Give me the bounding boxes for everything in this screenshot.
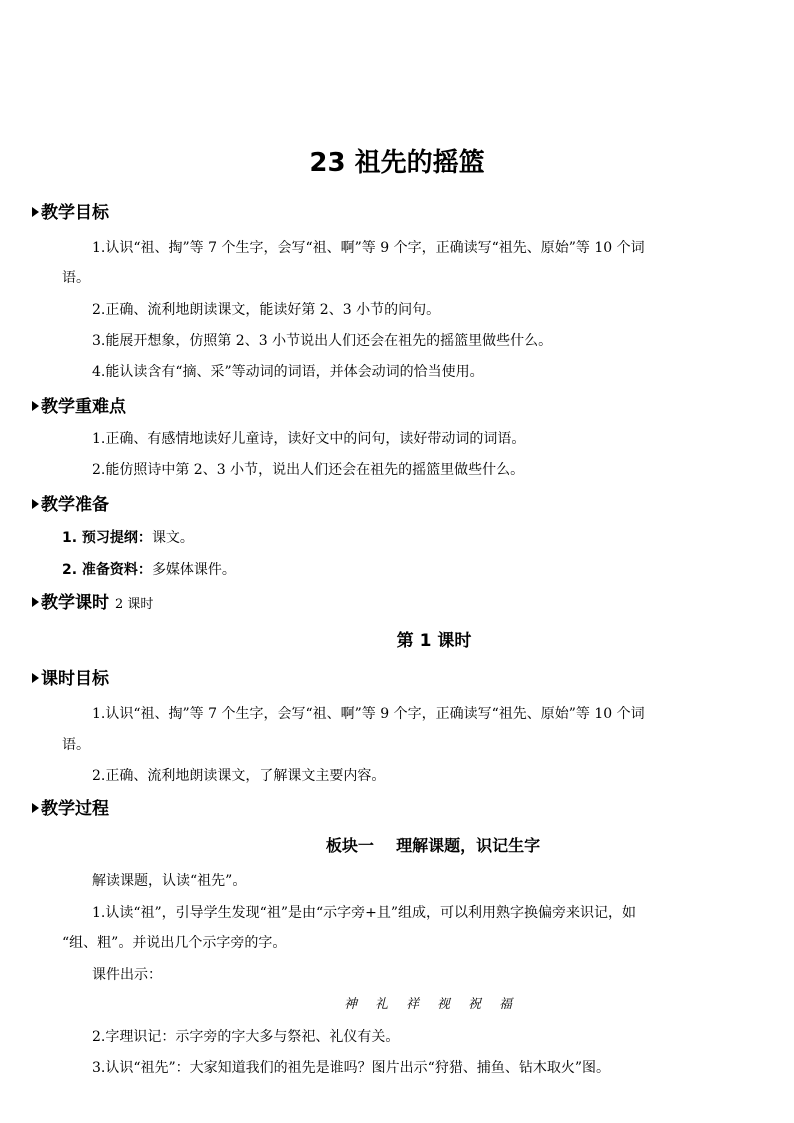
goal-item-4: 4.能认读含有“摘、采”等动词的词语，并体会动词的恰当使用。 — [92, 364, 484, 380]
heading-lesson-goals: 课时目标 — [32, 668, 109, 690]
goal-item-3: 3.能展开想象，仿照第 2、3 小节说出人们还会在祖先的摇篮里做些什么。 — [92, 333, 553, 349]
goal-item-1: 1.认识“祖、掏”等 7 个生字，会写“祖、啊”等 9 个字，正确读写“祖先、原始”等 10 个词 — [92, 240, 645, 256]
triangle-bullet-icon — [32, 499, 39, 509]
process-line-3: 课件出示： — [92, 967, 162, 983]
process-line-5: 3.认识“祖先”：大家知道我们的祖先是谁吗？图片出示“狩猎、捕鱼、钻木取火”图。 — [92, 1060, 610, 1076]
hours-value: 2 课时 — [115, 597, 154, 612]
radical-characters — [0, 996, 794, 1014]
char-item: 视 — [437, 997, 451, 1012]
lesson-title: 23 祖先的摇篮 — [309, 148, 485, 178]
prep-item-2: 2. 准备资料：多媒体课件。 — [62, 562, 236, 578]
key-point-1: 1.正确、有感情地读好儿童诗，读好文中的问句，读好带动词的词语。 — [92, 431, 526, 447]
process-line-1: 解读课题，认读“祖先”。 — [92, 873, 247, 889]
heading-hours: 教学课时 2 课时 — [32, 592, 153, 616]
goal-item-1-cont: 语。 — [62, 270, 90, 286]
triangle-bullet-icon — [32, 207, 39, 217]
char-item: 福 — [499, 997, 513, 1012]
process-line-4: 2.字理识记：示字旁的字大多与祭祀、礼仪有关。 — [92, 1029, 400, 1045]
triangle-bullet-icon — [32, 401, 39, 411]
char-item: 礼 — [374, 997, 388, 1012]
triangle-bullet-icon — [32, 597, 39, 607]
lesson-goal-2: 2.正确、流利地朗读课文，了解课文主要内容。 — [92, 768, 386, 784]
char-item: 神 — [343, 997, 357, 1012]
prep-item-1: 1. 预习提纲：课文。 — [62, 530, 194, 546]
lesson-goal-1-cont: 语。 — [62, 737, 90, 753]
process-line-2-cont: “组、粗”。并说出几个示字旁的字。 — [62, 935, 287, 951]
char-item: 祝 — [468, 997, 482, 1012]
char-item: 祥 — [405, 997, 419, 1012]
process-line-2: 1.认读“祖”，引导学生发现“祖”是由“示字旁+且”组成，可以利用熟字换偏旁来识记，如 — [92, 905, 637, 921]
block-one-title: 板块一 理解课题，识记生字 — [325, 836, 541, 855]
triangle-bullet-icon — [32, 803, 39, 813]
triangle-bullet-icon — [32, 673, 39, 683]
heading-key-points: 教学重难点 — [32, 396, 126, 418]
lesson-1-title: 第 1 课时 — [396, 631, 472, 651]
heading-teaching-goals: 教学目标 — [32, 202, 109, 224]
key-point-2: 2.能仿照诗中第 2、3 小节，说出人们还会在祖先的摇篮里做些什么。 — [92, 462, 525, 478]
goal-item-2: 2.正确、流利地朗读课文，能读好第 2、3 小节的问句。 — [92, 302, 441, 318]
lesson-goal-1: 1.认识“祖、掏”等 7 个生字，会写“祖、啊”等 9 个字，正确读写“祖先、原始”等 10 个词 — [92, 706, 645, 722]
heading-process: 教学过程 — [32, 798, 109, 820]
heading-preparation: 教学准备 — [32, 494, 109, 516]
